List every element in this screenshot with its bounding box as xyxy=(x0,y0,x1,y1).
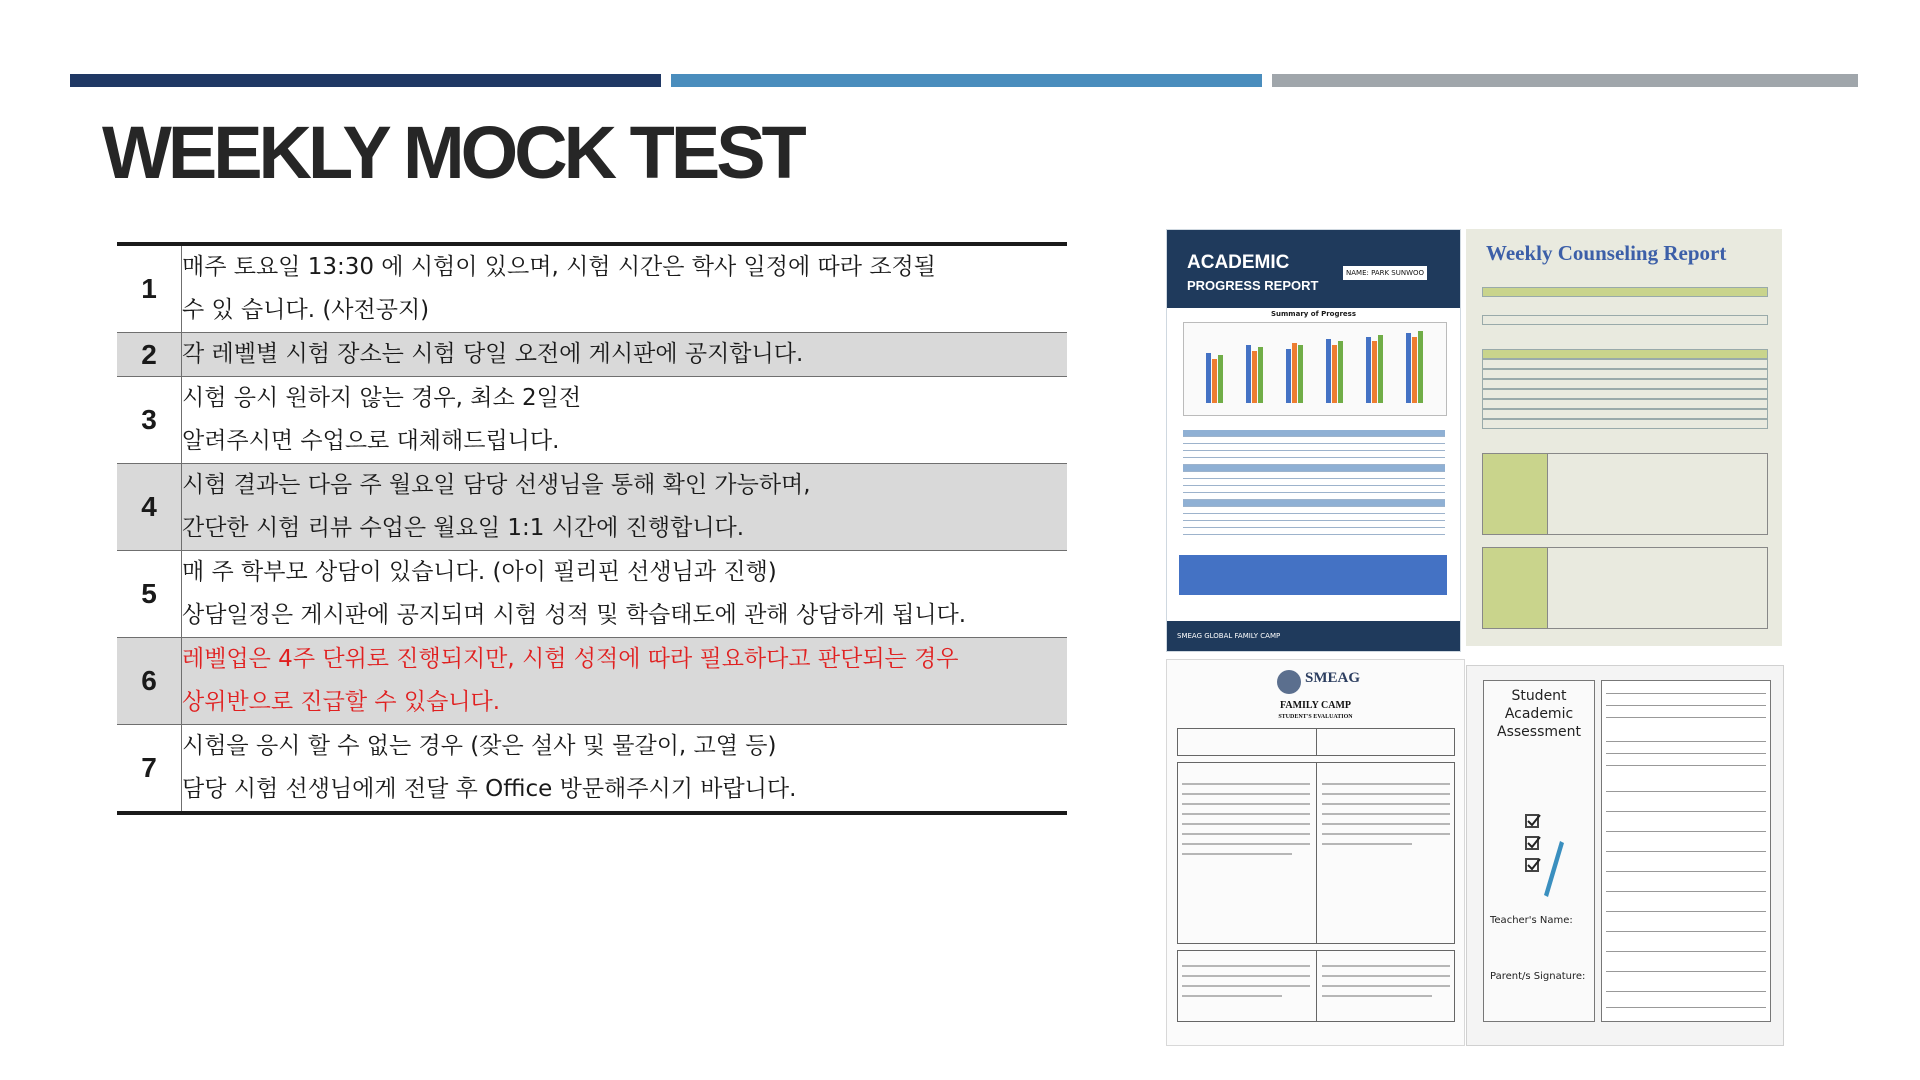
weekly-test-result-table xyxy=(1183,430,1445,535)
evaluation-subheading: STUDENT'S EVALUATION xyxy=(1278,714,1353,720)
page-title: WEEKLY MOCK TEST xyxy=(102,111,803,194)
checklist-pen-icon xyxy=(1524,811,1564,901)
counseling-report-title: Weekly Counseling Report xyxy=(1486,241,1727,265)
parent-signature-label: Parent/s Signature: xyxy=(1490,971,1586,982)
notice-text xyxy=(182,638,1068,725)
evaluation-heading: FAMILY CAMP xyxy=(1279,700,1351,711)
notice-number: 4 xyxy=(117,464,182,551)
notice-text xyxy=(182,725,1068,814)
notice-line: 상담일정은 게시판에 공지되며 시험 성적 및 학습태도에 관해 상담하게 됩니다. xyxy=(182,602,967,628)
notice-text xyxy=(182,333,1068,377)
notice-line: 수 있 습니다. (사전공지) xyxy=(182,297,430,323)
notice-number: 2 xyxy=(117,333,182,377)
notice-number: 7 xyxy=(117,725,182,814)
notice-line: 레벨업은 4주 단위로 진행되지만, 시험 성적에 따라 필요하다고 판단되는 경우 xyxy=(182,646,959,672)
teacher-comments-box xyxy=(1482,453,1768,535)
suggestions-box xyxy=(1482,547,1768,629)
notice-line: 시험 결과는 다음 주 월요일 담당 선생님을 통해 확인 가능하며, xyxy=(182,472,811,498)
notice-number: 1 xyxy=(117,244,182,333)
notice-line: 상위반으로 진급할 수 있습니다. xyxy=(182,689,501,715)
family-camp-evaluation-image xyxy=(1166,659,1465,1046)
accent-bar-blue xyxy=(671,74,1262,87)
notice-line: 각 레벨별 시험 장소는 시험 당일 오전에 게시판에 공지합니다. xyxy=(182,341,804,367)
progress-chart xyxy=(1183,322,1447,416)
student-info-grid xyxy=(1177,728,1455,756)
accent-bar-navy xyxy=(70,74,661,87)
notice-line: 시험 응시 원하지 않는 경우, 최소 2일전 xyxy=(182,385,582,411)
assessment-side-panel xyxy=(1483,680,1595,1022)
notice-row xyxy=(117,464,1067,551)
strong-weak-points-grid xyxy=(1177,762,1455,944)
notice-text xyxy=(182,551,1068,638)
notice-row xyxy=(117,377,1067,464)
notice-table xyxy=(117,242,1067,815)
report-comments-box xyxy=(1179,555,1447,595)
notice-line: 담당 시험 선생님에게 전달 후 Office 방문해주시기 바랍니다. xyxy=(182,776,797,802)
notice-row xyxy=(117,551,1067,638)
accent-bar-gray xyxy=(1272,74,1858,87)
student-name: NAME: PARK SUNWOO xyxy=(1343,266,1427,280)
assessment-title: Student Academic Assessment xyxy=(1497,688,1581,740)
report-footer: SMEAG GLOBAL FAMILY CAMP xyxy=(1167,621,1460,651)
chart-caption: Summary of Progress xyxy=(1270,310,1356,318)
notice-number: 6 xyxy=(117,638,182,725)
report-subtitle: PROGRESS REPORT xyxy=(1187,278,1319,293)
notice-text xyxy=(182,244,1068,333)
notice-row xyxy=(117,725,1067,814)
notice-text xyxy=(182,377,1068,464)
academic-progress-report-image xyxy=(1166,229,1461,652)
weekly-counseling-report-image xyxy=(1466,229,1782,646)
student-academic-assessment-image xyxy=(1466,665,1784,1046)
notice-line: 알려주시면 수업으로 대체해드립니다. xyxy=(182,428,560,454)
notice-line: 매주 토요일 13:30 에 시험이 있으며, 시험 시간은 학사 일정에 따라 조정될 xyxy=(182,254,936,280)
notice-row xyxy=(117,333,1067,377)
notice-row xyxy=(117,244,1067,333)
notice-text xyxy=(182,464,1068,551)
grammar-writing-grid xyxy=(1177,950,1455,1022)
notice-number: 3 xyxy=(117,377,182,464)
teacher-name-label: Teacher's Name: xyxy=(1490,915,1573,926)
notice-line: 시험을 응시 할 수 없는 경우 (잦은 설사 및 물갈이, 고열 등) xyxy=(182,733,777,759)
notice-line: 매 주 학부모 상담이 있습니다. (아이 필리핀 선생님과 진행) xyxy=(182,559,777,585)
school-brand: SMEAG xyxy=(1305,670,1361,686)
notice-line: 간단한 시험 리뷰 수업은 월요일 1:1 시간에 진행합니다. xyxy=(182,515,745,541)
smeag-logo-icon xyxy=(1277,670,1301,694)
notice-row xyxy=(117,638,1067,725)
notice-number: 5 xyxy=(117,551,182,638)
report-title: ACADEMIC xyxy=(1187,252,1290,273)
assessment-form xyxy=(1601,680,1771,1022)
sample-documents xyxy=(1166,229,1782,1044)
